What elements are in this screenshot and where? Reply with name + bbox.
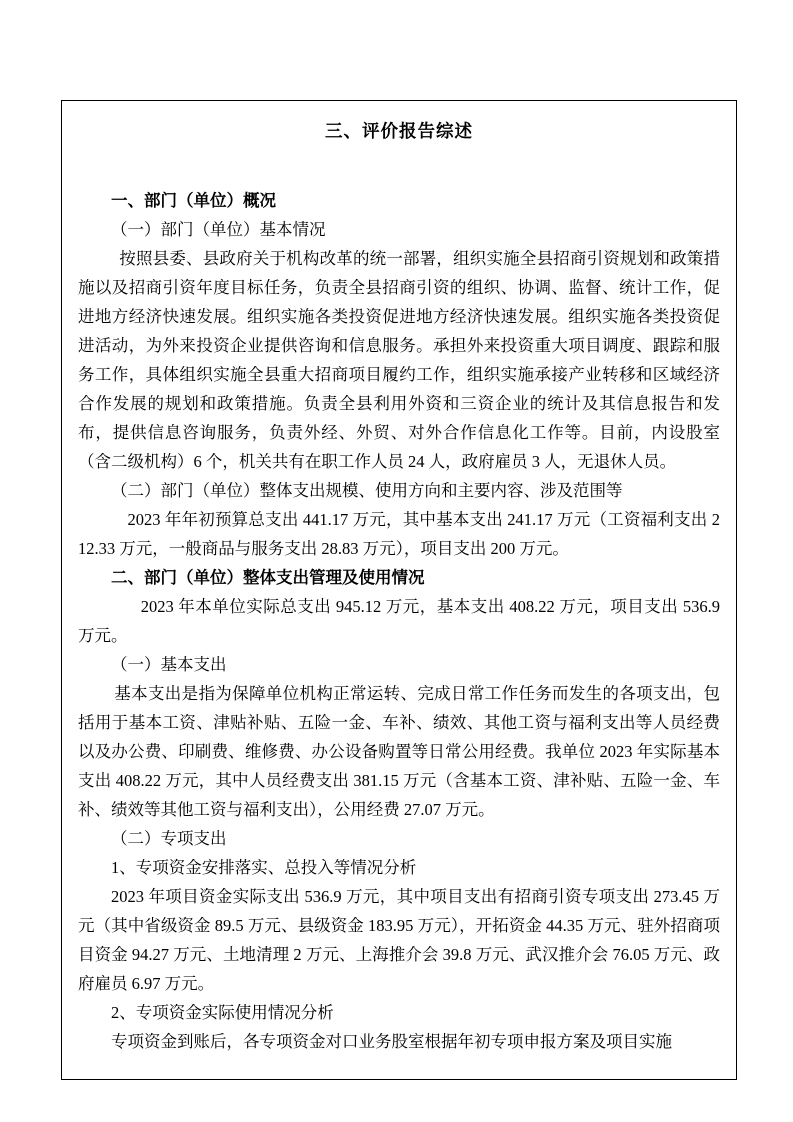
para-budget-2023: 2023 年年初预算总支出 441.17 万元，其中基本支出 241.17 万元（工资福利支出 212.33 万元，一般商品与服务支出 28.83 万元），项目支出 200 万元。	[78, 510, 720, 558]
section-heading-dept-overview: 一、部门（单位）概况	[111, 191, 276, 210]
item-heading-special-fund-usage: 2、专项资金实际使用情况分析	[111, 1003, 334, 1022]
para-special-fund-usage: 专项资金到账后，各专项资金对口业务股室根据年初专项申报方案及项目实施	[111, 1032, 672, 1051]
subheading-expenditure-scale: （二）部门（单位）整体支出规模、使用方向和主要内容、涉及范围等	[111, 481, 623, 500]
item-heading-special-fund-arrangement: 1、专项资金安排落实、总投入等情况分析	[111, 858, 417, 877]
subheading-basic-expenditure: （一）基本支出	[111, 655, 227, 674]
report-border-box	[61, 100, 737, 1080]
subheading-basic-info: （一）部门（单位）基本情况	[111, 220, 326, 239]
subheading-special-expenditure: （二）专项支出	[111, 829, 227, 848]
title-spacer	[78, 144, 720, 186]
para-basic-expenditure-detail: 基本支出是指为保障单位机构正常运转、完成日常工作任务而发生的各项支出，包括用于基本工资、津贴补贴、五险一金、车补、绩效、其他工资与福利支出等人员经费以及办公费、印刷费、维修费、办公设备购置等日常公用经费。我单位 2023 年实际基本支出 408.22 万元，其中人员经费支出 381.15 万元（含基本工资、津补贴、五险一金、车补、绩效等其他工资与福利支出），公用经费 27.07 万元。	[78, 684, 720, 819]
section-heading-expenditure-management: 二、部门（单位）整体支出管理及使用情况	[111, 568, 425, 587]
report-title: 三、评价报告综述	[325, 121, 473, 141]
para-actual-expenditure-2023: 2023 年本单位实际总支出 945.12 万元，基本支出 408.22 万元，项目支出 536.9 万元。	[78, 597, 720, 645]
para-special-fund-detail: 2023 年项目资金实际支出 536.9 万元，其中项目支出有招商引资专项支出 273.45 万元（其中省级资金 89.5 万元、县级资金 183.95 万元），开拓资金 44.35 万元、驻外招商项目资金 94.27 万元、土地清理 2 万元、上海推介会 39.8 万元、武汉推介会 76.05 万元、政府雇员 6.97 万元。	[78, 887, 720, 993]
para-basic-info: 按照县委、县政府关于机构改革的统一部署，组织实施全县招商引资规划和政策措施以及招商引资年度目标任务，负责全县招商引资的组织、协调、监督、统计工作，促进地方经济快速发展。组织实施各类投资促进地方经济快速发展。组织实施各类投资促进活动，为外来投资企业提供咨询和信息服务。承担外来投资重大项目调度、跟踪和服务工作，具体组织实施全县重大招商项目履约工作，组织实施承接产业转移和区域经济合作发展的规划和政策措施。负责全县利用外资和三资企业的统计及其信息报告和发布，提供信息咨询服务，负责外经、外贸、对外合作信息化工作等。目前，内设股室（含二级机构）6 个，机关共有在职工作人员 24 人，政府雇员 3 人，无退休人员。	[78, 249, 720, 471]
